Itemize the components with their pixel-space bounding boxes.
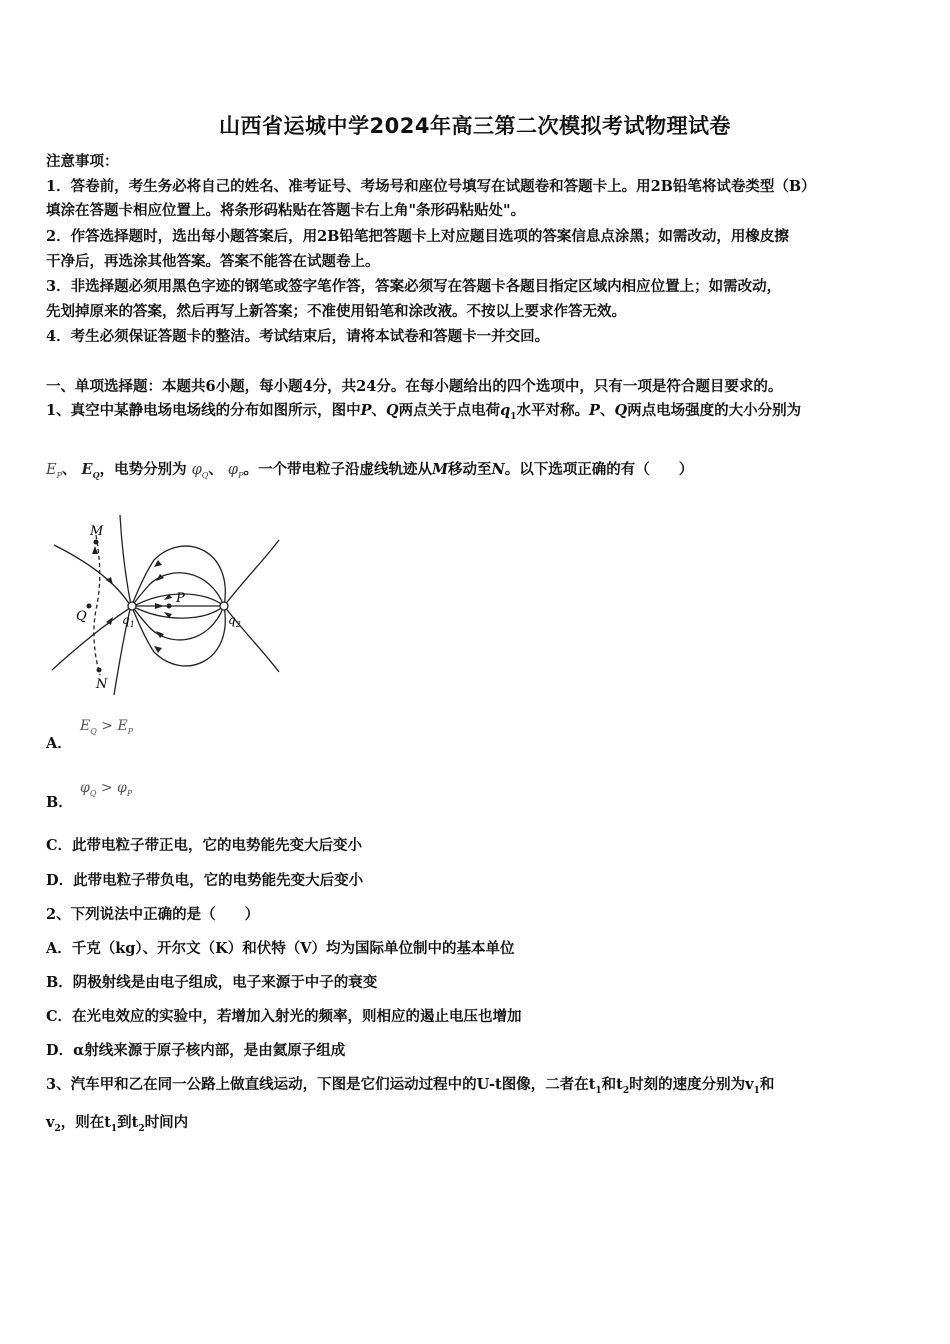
field-line-outer-lower — [132, 606, 225, 666]
page-title: 山西省运城中学2024年高三第二次模拟考试物理试卷 — [219, 114, 731, 138]
q2-option-b[interactable]: B．阴极射线是由电子组成，电子来源于中子的衰变 — [46, 974, 378, 991]
notice-line-3: 2．作答选择题时，选出每小题答案后，用2B铅笔把答题卡上对应题目选项的答案信息点涂黑；如需改动，用橡皮擦 — [46, 228, 789, 245]
q2-option-d[interactable]: D．α射线来源于原子核内部，是由氦原子组成 — [46, 1042, 346, 1059]
point-M — [94, 540, 99, 545]
label-M: M — [90, 524, 104, 539]
trajectory-dashed — [94, 535, 100, 675]
notice-heading: 注意事项： — [46, 153, 119, 170]
math-phiq: $\varphi_Q$ — [191, 462, 209, 480]
arrow-7 — [154, 646, 162, 653]
field-line-inner-lower — [134, 606, 224, 618]
q3-stem-line1: 3、汽车甲和乙在同一公路上做直线运动，下图是它们运动过程中的U-t图像，二者在$t_1$和$t_2$时刻的速度分别为$v_1$和 — [46, 1076, 775, 1096]
q2-option-a[interactable]: A．千克（kg）、开尔文（K）和伏特（V）均为国际单位制中的基本单位 — [46, 940, 515, 957]
notice-line-5: 3．非选择题必须用黑色字迹的钢笔或签字笔作答，答案必须写在答题卡各题目指定区域内相应位置上；如需改动， — [46, 278, 782, 295]
q2-option-c[interactable]: C．在光电效应的实验中，若增加入射光的频率，则相应的遏止电压也增加 — [46, 1008, 522, 1025]
charge-q1 — [128, 602, 136, 610]
arrow-1 — [154, 560, 162, 567]
label-P: P — [176, 591, 185, 606]
label-q2: $q_2$ — [228, 613, 241, 629]
notice-line-7: 4．考生必须保证答题卡的整洁。考试结束后，请将本试卷和答题卡一并交回。 — [46, 328, 550, 345]
arrow-10 — [92, 546, 98, 554]
arrow-8 — [106, 577, 113, 585]
field-line-mid-lower — [133, 606, 224, 640]
math-phip: $\varphi_P$ — [227, 462, 244, 480]
charge-q2 — [220, 602, 228, 610]
arrow-4 — [155, 603, 164, 609]
field-line-left-lower — [52, 608, 130, 670]
notice-line-2: 填涂在答题卡相应位置上。将条形码粘贴在答题卡右上角"条形码粘贴处"。 — [46, 202, 526, 219]
field-line-right-upper — [224, 540, 279, 606]
q1-option-a-formula: $E_Q > E_P$ — [80, 718, 134, 736]
q1-option-d[interactable]: D．此带电粒子带负电，它的电势能先变大后变小 — [46, 872, 364, 889]
point-P — [167, 604, 172, 609]
q1-option-b-label[interactable]: B． — [46, 794, 73, 811]
notice-line-4: 干净后，再选涂其他答案。答案不能答在试题卷上。 — [46, 253, 380, 270]
section-heading: 一、单项选择题：本题共6小题，每小题4分，共24分。在每小题给出的四个选项中，只有一项是符合题目要求的。 — [46, 378, 783, 395]
notice-line-6: 先划掉原来的答案，然后再写上新答案；不准使用铅笔和涂改液。不按以上要求作答无效。 — [46, 303, 626, 320]
q1-option-b-formula: $\varphi_Q > \varphi_P$ — [80, 780, 133, 798]
label-q1: $q_1$ — [122, 613, 135, 629]
math-Ep: $E_P$ — [46, 462, 62, 480]
q1-option-c[interactable]: C．此带电粒子带正电，它的电势能先变大后变小 — [46, 837, 363, 854]
q3-stem-line2: $v_2$，则在$t_1$到$t_2$时间内 — [46, 1114, 189, 1134]
label-Q: Q — [76, 609, 87, 624]
q1-stem-line1: 1、真空中某静电场电场线的分布如图所示，图中P、Q两点关于点电荷$q_1$水平对称。P、Q两点电场强度的大小分别为 — [46, 402, 802, 422]
math-Eq: $E_Q$ — [81, 461, 100, 480]
q2-stem: 2、下列说法中正确的是（ ） — [46, 906, 260, 923]
arrow-2 — [156, 574, 164, 581]
notice-line-1: 1．答卷前，考生务必将自己的姓名、准考证号、考场号和座位号填写在试题卷和答题卡上。用2B铅笔将试卷类型（B） — [46, 178, 816, 195]
q1-option-a-label[interactable]: A． — [46, 735, 72, 752]
label-N: N — [96, 677, 108, 692]
electric-field-figure — [44, 510, 284, 700]
q1-stem-line2: $E_P$、 $E_Q$，电势分别为 $\varphi_Q$、 $\varphi_P$。一个带电粒子沿虚线轨迹从M移动至N。以下选项正确的有（ ） — [46, 461, 694, 480]
point-Q — [87, 604, 92, 609]
point-N — [97, 668, 102, 673]
